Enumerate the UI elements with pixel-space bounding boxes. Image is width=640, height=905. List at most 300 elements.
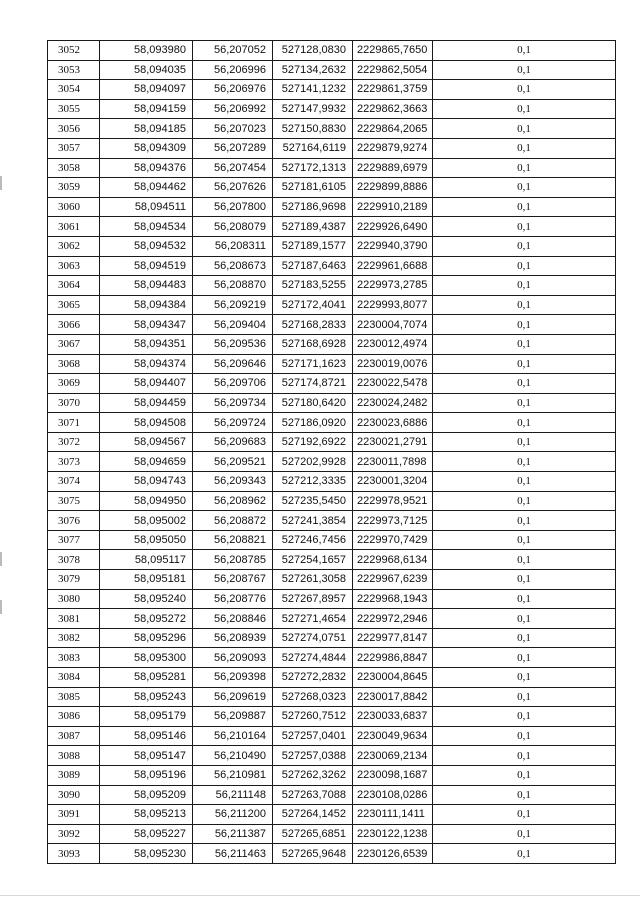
longitude-cell: 56,208767 — [193, 570, 273, 590]
point-number-cell: 3068 — [48, 354, 100, 374]
longitude-cell: 56,208776 — [193, 589, 273, 609]
latitude-cell: 58,095243 — [100, 687, 193, 707]
accuracy-cell: 0,1 — [433, 41, 616, 61]
point-number-cell: 3059 — [48, 178, 100, 198]
table-row — [48, 60, 616, 80]
accuracy-cell: 0,1 — [433, 60, 616, 80]
point-number-cell: 3053 — [48, 60, 100, 80]
longitude-cell: 56,208939 — [193, 628, 273, 648]
y-coordinate-cell: 2229993,8077 — [353, 295, 433, 315]
point-number-cell: 3082 — [48, 628, 100, 648]
accuracy-cell: 0,1 — [433, 707, 616, 727]
point-number-cell: 3054 — [48, 80, 100, 100]
longitude-cell: 56,209536 — [193, 334, 273, 354]
y-coordinate-cell: 2229879,9274 — [353, 138, 433, 158]
point-number-cell: 3091 — [48, 805, 100, 825]
accuracy-cell: 0,1 — [433, 628, 616, 648]
accuracy-cell: 0,1 — [433, 197, 616, 217]
point-number-cell: 3061 — [48, 217, 100, 237]
latitude-cell: 58,095146 — [100, 726, 193, 746]
table-row — [48, 393, 616, 413]
x-coordinate-cell: 527168,2833 — [273, 315, 353, 335]
y-coordinate-cell: 2230023,6886 — [353, 413, 433, 433]
longitude-cell: 56,209521 — [193, 452, 273, 472]
x-coordinate-cell: 527212,3335 — [273, 472, 353, 492]
longitude-cell: 56,208872 — [193, 511, 273, 531]
latitude-cell: 58,094159 — [100, 99, 193, 119]
longitude-cell: 56,209404 — [193, 315, 273, 335]
y-coordinate-cell: 2229972,2946 — [353, 609, 433, 629]
y-coordinate-cell: 2229968,6134 — [353, 550, 433, 570]
longitude-cell: 56,207023 — [193, 119, 273, 139]
point-number-cell: 3065 — [48, 295, 100, 315]
point-number-cell: 3083 — [48, 648, 100, 668]
accuracy-cell: 0,1 — [433, 824, 616, 844]
accuracy-cell: 0,1 — [433, 315, 616, 335]
latitude-cell: 58,095050 — [100, 530, 193, 550]
x-coordinate-cell: 527274,0751 — [273, 628, 353, 648]
longitude-cell: 56,209683 — [193, 432, 273, 452]
y-coordinate-cell: 2230004,8645 — [353, 668, 433, 688]
accuracy-cell: 0,1 — [433, 256, 616, 276]
longitude-cell: 56,211463 — [193, 844, 273, 864]
y-coordinate-cell: 2229940,3790 — [353, 236, 433, 256]
accuracy-cell: 0,1 — [433, 452, 616, 472]
accuracy-cell: 0,1 — [433, 217, 616, 237]
x-coordinate-cell: 527254,1657 — [273, 550, 353, 570]
y-coordinate-cell: 2230004,7074 — [353, 315, 433, 335]
x-coordinate-cell: 527257,0388 — [273, 746, 353, 766]
point-number-cell: 3092 — [48, 824, 100, 844]
point-number-cell: 3079 — [48, 570, 100, 590]
x-coordinate-cell: 527150,8830 — [273, 119, 353, 139]
x-coordinate-cell: 527174,8721 — [273, 374, 353, 394]
accuracy-cell: 0,1 — [433, 491, 616, 511]
table-row — [48, 158, 616, 178]
point-number-cell: 3057 — [48, 138, 100, 158]
latitude-cell: 58,094347 — [100, 315, 193, 335]
point-number-cell: 3085 — [48, 687, 100, 707]
x-coordinate-cell: 527187,6463 — [273, 256, 353, 276]
y-coordinate-cell: 2229861,3759 — [353, 80, 433, 100]
coordinates-table-body — [48, 41, 616, 864]
table-row — [48, 236, 616, 256]
accuracy-cell: 0,1 — [433, 648, 616, 668]
point-number-cell: 3052 — [48, 41, 100, 61]
point-number-cell: 3075 — [48, 491, 100, 511]
accuracy-cell: 0,1 — [433, 805, 616, 825]
y-coordinate-cell: 2229910,2189 — [353, 197, 433, 217]
accuracy-cell: 0,1 — [433, 726, 616, 746]
longitude-cell: 56,207052 — [193, 41, 273, 61]
table-row — [48, 178, 616, 198]
y-coordinate-cell: 2230033,6837 — [353, 707, 433, 727]
longitude-cell: 56,208673 — [193, 256, 273, 276]
point-number-cell: 3076 — [48, 511, 100, 531]
latitude-cell: 58,094351 — [100, 334, 193, 354]
longitude-cell: 56,209706 — [193, 374, 273, 394]
latitude-cell: 58,094407 — [100, 374, 193, 394]
y-coordinate-cell: 2229973,2785 — [353, 276, 433, 296]
longitude-cell: 56,209887 — [193, 707, 273, 727]
latitude-cell: 58,095230 — [100, 844, 193, 864]
longitude-cell: 56,210981 — [193, 765, 273, 785]
latitude-cell: 58,095240 — [100, 589, 193, 609]
longitude-cell: 56,208785 — [193, 550, 273, 570]
latitude-cell: 58,094374 — [100, 354, 193, 374]
y-coordinate-cell: 2229986,8847 — [353, 648, 433, 668]
y-coordinate-cell: 2229864,2065 — [353, 119, 433, 139]
y-coordinate-cell: 2229961,6688 — [353, 256, 433, 276]
x-coordinate-cell: 527147,9932 — [273, 99, 353, 119]
accuracy-cell: 0,1 — [433, 158, 616, 178]
latitude-cell: 58,094035 — [100, 60, 193, 80]
table-row — [48, 256, 616, 276]
table-row — [48, 765, 616, 785]
longitude-cell: 56,209724 — [193, 413, 273, 433]
latitude-cell: 58,094508 — [100, 413, 193, 433]
table-row — [48, 432, 616, 452]
longitude-cell: 56,209398 — [193, 668, 273, 688]
accuracy-cell: 0,1 — [433, 178, 616, 198]
point-number-cell: 3089 — [48, 765, 100, 785]
x-coordinate-cell: 527134,2632 — [273, 60, 353, 80]
longitude-cell: 56,208821 — [193, 530, 273, 550]
y-coordinate-cell: 2230126,6539 — [353, 844, 433, 864]
longitude-cell: 56,209619 — [193, 687, 273, 707]
accuracy-cell: 0,1 — [433, 334, 616, 354]
longitude-cell: 56,206976 — [193, 80, 273, 100]
point-number-cell: 3060 — [48, 197, 100, 217]
accuracy-cell: 0,1 — [433, 295, 616, 315]
x-coordinate-cell: 527186,0920 — [273, 413, 353, 433]
y-coordinate-cell: 2229970,7429 — [353, 530, 433, 550]
longitude-cell: 56,209734 — [193, 393, 273, 413]
x-coordinate-cell: 527262,3262 — [273, 765, 353, 785]
table-row — [48, 824, 616, 844]
table-row — [48, 41, 616, 61]
latitude-cell: 58,095213 — [100, 805, 193, 825]
table-row — [48, 511, 616, 531]
table-row — [48, 785, 616, 805]
longitude-cell: 56,208079 — [193, 217, 273, 237]
longitude-cell: 56,208962 — [193, 491, 273, 511]
point-number-cell: 3080 — [48, 589, 100, 609]
latitude-cell: 58,094376 — [100, 158, 193, 178]
x-coordinate-cell: 527168,6928 — [273, 334, 353, 354]
latitude-cell: 58,095296 — [100, 628, 193, 648]
latitude-cell: 58,094534 — [100, 217, 193, 237]
longitude-cell: 56,207800 — [193, 197, 273, 217]
latitude-cell: 58,094462 — [100, 178, 193, 198]
x-coordinate-cell: 527274,4844 — [273, 648, 353, 668]
point-number-cell: 3088 — [48, 746, 100, 766]
point-number-cell: 3067 — [48, 334, 100, 354]
y-coordinate-cell: 2230069,2134 — [353, 746, 433, 766]
latitude-cell: 58,095209 — [100, 785, 193, 805]
accuracy-cell: 0,1 — [433, 374, 616, 394]
table-row — [48, 844, 616, 864]
y-coordinate-cell: 2230011,7898 — [353, 452, 433, 472]
latitude-cell: 58,094519 — [100, 256, 193, 276]
y-coordinate-cell: 2230024,2482 — [353, 393, 433, 413]
x-coordinate-cell: 527261,3058 — [273, 570, 353, 590]
point-number-cell: 3064 — [48, 276, 100, 296]
latitude-cell: 58,095281 — [100, 668, 193, 688]
table-row — [48, 354, 616, 374]
y-coordinate-cell: 2230022,5478 — [353, 374, 433, 394]
y-coordinate-cell: 2229967,6239 — [353, 570, 433, 590]
latitude-cell: 58,095196 — [100, 765, 193, 785]
latitude-cell: 58,095272 — [100, 609, 193, 629]
longitude-cell: 56,210164 — [193, 726, 273, 746]
table-row — [48, 374, 616, 394]
latitude-cell: 58,094097 — [100, 80, 193, 100]
accuracy-cell: 0,1 — [433, 570, 616, 590]
latitude-cell: 58,095300 — [100, 648, 193, 668]
point-number-cell: 3077 — [48, 530, 100, 550]
latitude-cell: 58,095181 — [100, 570, 193, 590]
x-coordinate-cell: 527189,4387 — [273, 217, 353, 237]
longitude-cell: 56,209093 — [193, 648, 273, 668]
y-coordinate-cell: 2230108,0286 — [353, 785, 433, 805]
x-coordinate-cell: 527172,4041 — [273, 295, 353, 315]
accuracy-cell: 0,1 — [433, 687, 616, 707]
table-row — [48, 472, 616, 492]
y-coordinate-cell: 2229973,7125 — [353, 511, 433, 531]
latitude-cell: 58,095179 — [100, 707, 193, 727]
accuracy-cell: 0,1 — [433, 550, 616, 570]
longitude-cell: 56,210490 — [193, 746, 273, 766]
table-row — [48, 315, 616, 335]
accuracy-cell: 0,1 — [433, 236, 616, 256]
table-row — [48, 805, 616, 825]
point-number-cell: 3084 — [48, 668, 100, 688]
y-coordinate-cell: 2229889,6979 — [353, 158, 433, 178]
y-coordinate-cell: 2230001,3204 — [353, 472, 433, 492]
table-row — [48, 276, 616, 296]
latitude-cell: 58,094567 — [100, 432, 193, 452]
accuracy-cell: 0,1 — [433, 589, 616, 609]
point-number-cell: 3056 — [48, 119, 100, 139]
scan-edge-mark — [0, 176, 2, 190]
x-coordinate-cell: 527235,5450 — [273, 491, 353, 511]
point-number-cell: 3090 — [48, 785, 100, 805]
latitude-cell: 58,094309 — [100, 138, 193, 158]
x-coordinate-cell: 527260,7512 — [273, 707, 353, 727]
table-row — [48, 138, 616, 158]
accuracy-cell: 0,1 — [433, 80, 616, 100]
y-coordinate-cell: 2229865,7650 — [353, 41, 433, 61]
x-coordinate-cell: 527141,1232 — [273, 80, 353, 100]
longitude-cell: 56,207454 — [193, 158, 273, 178]
table-row — [48, 295, 616, 315]
scan-bottom-line — [0, 895, 640, 896]
latitude-cell: 58,094384 — [100, 295, 193, 315]
x-coordinate-cell: 527128,0830 — [273, 41, 353, 61]
longitude-cell: 56,207289 — [193, 138, 273, 158]
table-row — [48, 197, 616, 217]
table-row — [48, 746, 616, 766]
accuracy-cell: 0,1 — [433, 276, 616, 296]
accuracy-cell: 0,1 — [433, 668, 616, 688]
table-row — [48, 99, 616, 119]
table-row — [48, 119, 616, 139]
point-number-cell: 3093 — [48, 844, 100, 864]
y-coordinate-cell: 2230122,1238 — [353, 824, 433, 844]
x-coordinate-cell: 527265,9648 — [273, 844, 353, 864]
point-number-cell: 3073 — [48, 452, 100, 472]
table-row — [48, 609, 616, 629]
scan-edge-mark — [0, 552, 2, 566]
table-row — [48, 726, 616, 746]
table-row — [48, 550, 616, 570]
x-coordinate-cell: 527265,6851 — [273, 824, 353, 844]
x-coordinate-cell: 527267,8957 — [273, 589, 353, 609]
y-coordinate-cell: 2230098,1687 — [353, 765, 433, 785]
x-coordinate-cell: 527241,3854 — [273, 511, 353, 531]
accuracy-cell: 0,1 — [433, 138, 616, 158]
x-coordinate-cell: 527186,9698 — [273, 197, 353, 217]
point-number-cell: 3062 — [48, 236, 100, 256]
point-number-cell: 3078 — [48, 550, 100, 570]
y-coordinate-cell: 2230049,9634 — [353, 726, 433, 746]
x-coordinate-cell: 527268,0323 — [273, 687, 353, 707]
scan-edge-mark — [0, 600, 2, 614]
latitude-cell: 58,094459 — [100, 393, 193, 413]
accuracy-cell: 0,1 — [433, 785, 616, 805]
longitude-cell: 56,211148 — [193, 785, 273, 805]
accuracy-cell: 0,1 — [433, 844, 616, 864]
point-number-cell: 3069 — [48, 374, 100, 394]
y-coordinate-cell: 2229862,5054 — [353, 60, 433, 80]
x-coordinate-cell: 527180,6420 — [273, 393, 353, 413]
latitude-cell: 58,093980 — [100, 41, 193, 61]
point-number-cell: 3074 — [48, 472, 100, 492]
point-number-cell: 3070 — [48, 393, 100, 413]
point-number-cell: 3081 — [48, 609, 100, 629]
table-row — [48, 628, 616, 648]
table-row — [48, 491, 616, 511]
y-coordinate-cell: 2230111,1411 — [353, 805, 433, 825]
point-number-cell: 3072 — [48, 432, 100, 452]
y-coordinate-cell: 2229968,1943 — [353, 589, 433, 609]
table-row — [48, 589, 616, 609]
table-row — [48, 648, 616, 668]
accuracy-cell: 0,1 — [433, 119, 616, 139]
longitude-cell: 56,209646 — [193, 354, 273, 374]
longitude-cell: 56,207626 — [193, 178, 273, 198]
x-coordinate-cell: 527164,6119 — [273, 138, 353, 158]
longitude-cell: 56,211387 — [193, 824, 273, 844]
point-number-cell: 3058 — [48, 158, 100, 178]
latitude-cell: 58,094532 — [100, 236, 193, 256]
accuracy-cell: 0,1 — [433, 354, 616, 374]
y-coordinate-cell: 2229899,8886 — [353, 178, 433, 198]
table-row — [48, 452, 616, 472]
longitude-cell: 56,206992 — [193, 99, 273, 119]
latitude-cell: 58,095147 — [100, 746, 193, 766]
longitude-cell: 56,211200 — [193, 805, 273, 825]
table-row — [48, 217, 616, 237]
point-number-cell: 3087 — [48, 726, 100, 746]
accuracy-cell: 0,1 — [433, 413, 616, 433]
latitude-cell: 58,094511 — [100, 197, 193, 217]
x-coordinate-cell: 527172,1313 — [273, 158, 353, 178]
accuracy-cell: 0,1 — [433, 432, 616, 452]
longitude-cell: 56,206996 — [193, 60, 273, 80]
latitude-cell: 58,094743 — [100, 472, 193, 492]
accuracy-cell: 0,1 — [433, 765, 616, 785]
accuracy-cell: 0,1 — [433, 746, 616, 766]
latitude-cell: 58,095002 — [100, 511, 193, 531]
accuracy-cell: 0,1 — [433, 609, 616, 629]
latitude-cell: 58,095117 — [100, 550, 193, 570]
latitude-cell: 58,094483 — [100, 276, 193, 296]
longitude-cell: 56,208870 — [193, 276, 273, 296]
table-row — [48, 530, 616, 550]
accuracy-cell: 0,1 — [433, 530, 616, 550]
x-coordinate-cell: 527257,0401 — [273, 726, 353, 746]
longitude-cell: 56,208311 — [193, 236, 273, 256]
table-row — [48, 570, 616, 590]
accuracy-cell: 0,1 — [433, 472, 616, 492]
x-coordinate-cell: 527263,7088 — [273, 785, 353, 805]
x-coordinate-cell: 527192,6922 — [273, 432, 353, 452]
longitude-cell: 56,208846 — [193, 609, 273, 629]
x-coordinate-cell: 527189,1577 — [273, 236, 353, 256]
table-row — [48, 687, 616, 707]
point-number-cell: 3063 — [48, 256, 100, 276]
table-row — [48, 668, 616, 688]
y-coordinate-cell: 2229862,3663 — [353, 99, 433, 119]
y-coordinate-cell: 2230012,4974 — [353, 334, 433, 354]
y-coordinate-cell: 2229977,8147 — [353, 628, 433, 648]
table-row — [48, 707, 616, 727]
y-coordinate-cell: 2230019,0076 — [353, 354, 433, 374]
x-coordinate-cell: 527264,1452 — [273, 805, 353, 825]
x-coordinate-cell: 527202,9928 — [273, 452, 353, 472]
x-coordinate-cell: 527183,5255 — [273, 276, 353, 296]
x-coordinate-cell: 527246,7456 — [273, 530, 353, 550]
latitude-cell: 58,095227 — [100, 824, 193, 844]
latitude-cell: 58,094185 — [100, 119, 193, 139]
table-row — [48, 80, 616, 100]
y-coordinate-cell: 2230021,2791 — [353, 432, 433, 452]
point-number-cell: 3066 — [48, 315, 100, 335]
latitude-cell: 58,094950 — [100, 491, 193, 511]
table-row — [48, 334, 616, 354]
point-number-cell: 3055 — [48, 99, 100, 119]
point-number-cell: 3071 — [48, 413, 100, 433]
point-number-cell: 3086 — [48, 707, 100, 727]
latitude-cell: 58,094659 — [100, 452, 193, 472]
x-coordinate-cell: 527171,1623 — [273, 354, 353, 374]
accuracy-cell: 0,1 — [433, 511, 616, 531]
longitude-cell: 56,209219 — [193, 295, 273, 315]
x-coordinate-cell: 527272,2832 — [273, 668, 353, 688]
accuracy-cell: 0,1 — [433, 99, 616, 119]
y-coordinate-cell: 2230017,8842 — [353, 687, 433, 707]
accuracy-cell: 0,1 — [433, 393, 616, 413]
y-coordinate-cell: 2229978,9521 — [353, 491, 433, 511]
coordinates-table — [47, 40, 616, 864]
x-coordinate-cell: 527271,4654 — [273, 609, 353, 629]
y-coordinate-cell: 2229926,6490 — [353, 217, 433, 237]
longitude-cell: 56,209343 — [193, 472, 273, 492]
table-row — [48, 413, 616, 433]
x-coordinate-cell: 527181,6105 — [273, 178, 353, 198]
